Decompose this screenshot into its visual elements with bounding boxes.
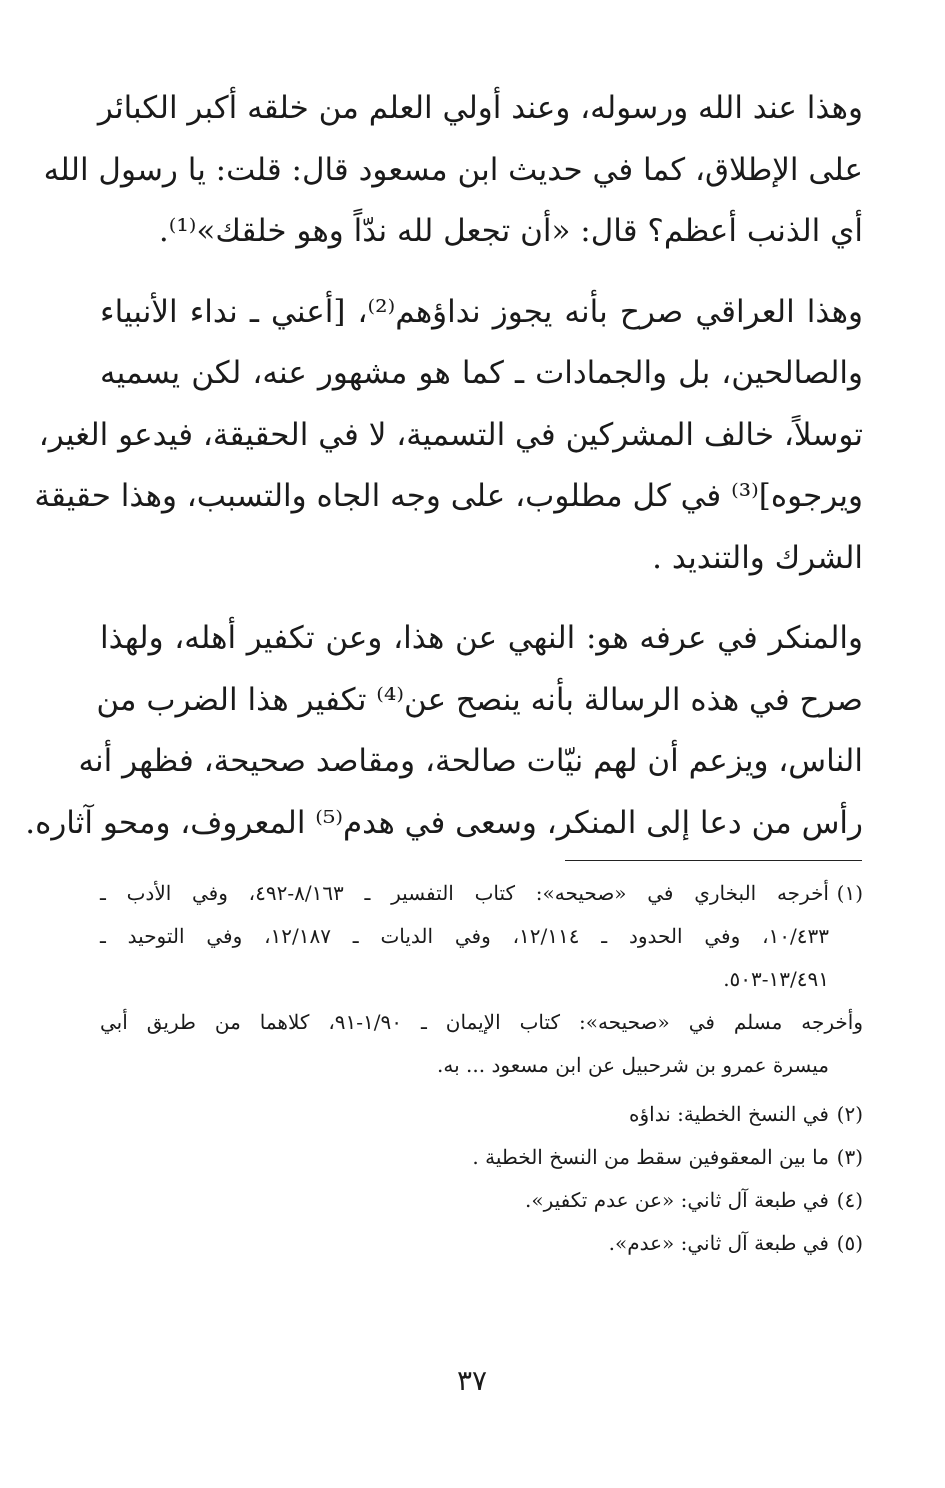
page-number: ٣٧ (456, 1364, 488, 1397)
paragraph-1 (43, 78, 863, 263)
footnote-text: أخرجه البخاري في «صحيحه»: كتاب التفسير ـ ٨/١٦٣-٤٩٢، وفي الأدب ـ (100, 881, 829, 905)
text-line: والصالحين، بل والجمادات ـ كما هو مشهور عنه، لكن يسميه (100, 355, 863, 391)
text-line: ويرجوه]⁽³⁾ في كل مطلوب، على وجه الجاه والتسبب، وهذا حقيقة (34, 478, 863, 514)
footnote-separator (565, 860, 862, 861)
footnote-2 (100, 1093, 863, 1136)
text-line: على الإطلاق، كما في حديث ابن مسعود قال: قلت: يا رسول الله (43, 151, 863, 188)
text-line: رأس من دعا إلى المنكر، وسعى في هدم⁽⁵⁾ المعروف، ومحو آثاره. (25, 804, 863, 841)
footnote-line: ميسرة عمرو بن شرحبيل عن ابن مسعود ... به. (437, 1053, 829, 1077)
footnote-1 (100, 872, 863, 1087)
footnotes (100, 872, 863, 1265)
text-line: الناس، ويزعم أن لهم نيّات صالحة، ومقاصد صحيحة، فظهر أنه (78, 743, 863, 779)
text-line: توسلاً، خالف المشركين في التسمية، لا في الحقيقة، فيدعو الغير، (38, 416, 863, 453)
footnote-text: في طبعة آل ثاني: «عن عدم تكفير». (524, 1188, 829, 1212)
footnote-number: (٥) (836, 1231, 863, 1255)
footnote-text: في النسخ الخطية: نداؤه (629, 1102, 829, 1126)
text-line: أي الذنب أعظم؟ قال: «أن تجعل لله ندّاً وهو خلقك»⁽¹⁾. (158, 213, 863, 249)
text-line: والمنكر في عرفه هو: النهي عن هذا، وعن تكفير أهله، ولهذا (100, 620, 863, 656)
footnote-text: ما بين المعقوفين سقط من النسخ الخطية . (472, 1145, 829, 1169)
footnote-number: (١) (836, 881, 863, 905)
footnote-line: ١٣/٤٩١-٥٠٣. (723, 967, 829, 991)
footnote-text: في طبعة آل ثاني: «عدم». (608, 1231, 829, 1255)
footnote-line: وأخرجه مسلم في «صحيحه»: كتاب الإيمان ـ ١/٩٠-٩١، كلاهما من طريق أبي (100, 1010, 863, 1034)
footnote-4 (100, 1179, 863, 1222)
footnote-number: (٢) (836, 1102, 863, 1126)
footnote-number: (٣) (836, 1145, 863, 1169)
text-line: وهذا عند الله ورسوله، وعند أولي العلم من خلقه أكبر الكبائر (97, 90, 863, 126)
footnote-line: ١٠/٤٣٣، وفي الحدود ـ ١٢/١١٤، وفي الديات ـ ١٢/١٨٧، وفي التوحيد ـ (100, 924, 829, 948)
text-line: صرح في هذه الرسالة بأنه ينصح عن⁽⁴⁾ تكفير هذا الضرب من (96, 681, 863, 718)
text-line: وهذا العراقي صرح بأنه يجوز نداؤهم⁽²⁾، [أعني ـ نداء الأنبياء (100, 293, 863, 330)
footnote-3 (100, 1136, 863, 1179)
footnote-number: (٤) (836, 1188, 863, 1212)
paragraph-2 (34, 282, 863, 590)
paragraph-3 (25, 608, 863, 854)
footnote-5 (100, 1222, 863, 1265)
footnote-line (100, 872, 863, 915)
main-text (25, 78, 863, 854)
text-line: الشرك والتنديد . (652, 539, 863, 576)
